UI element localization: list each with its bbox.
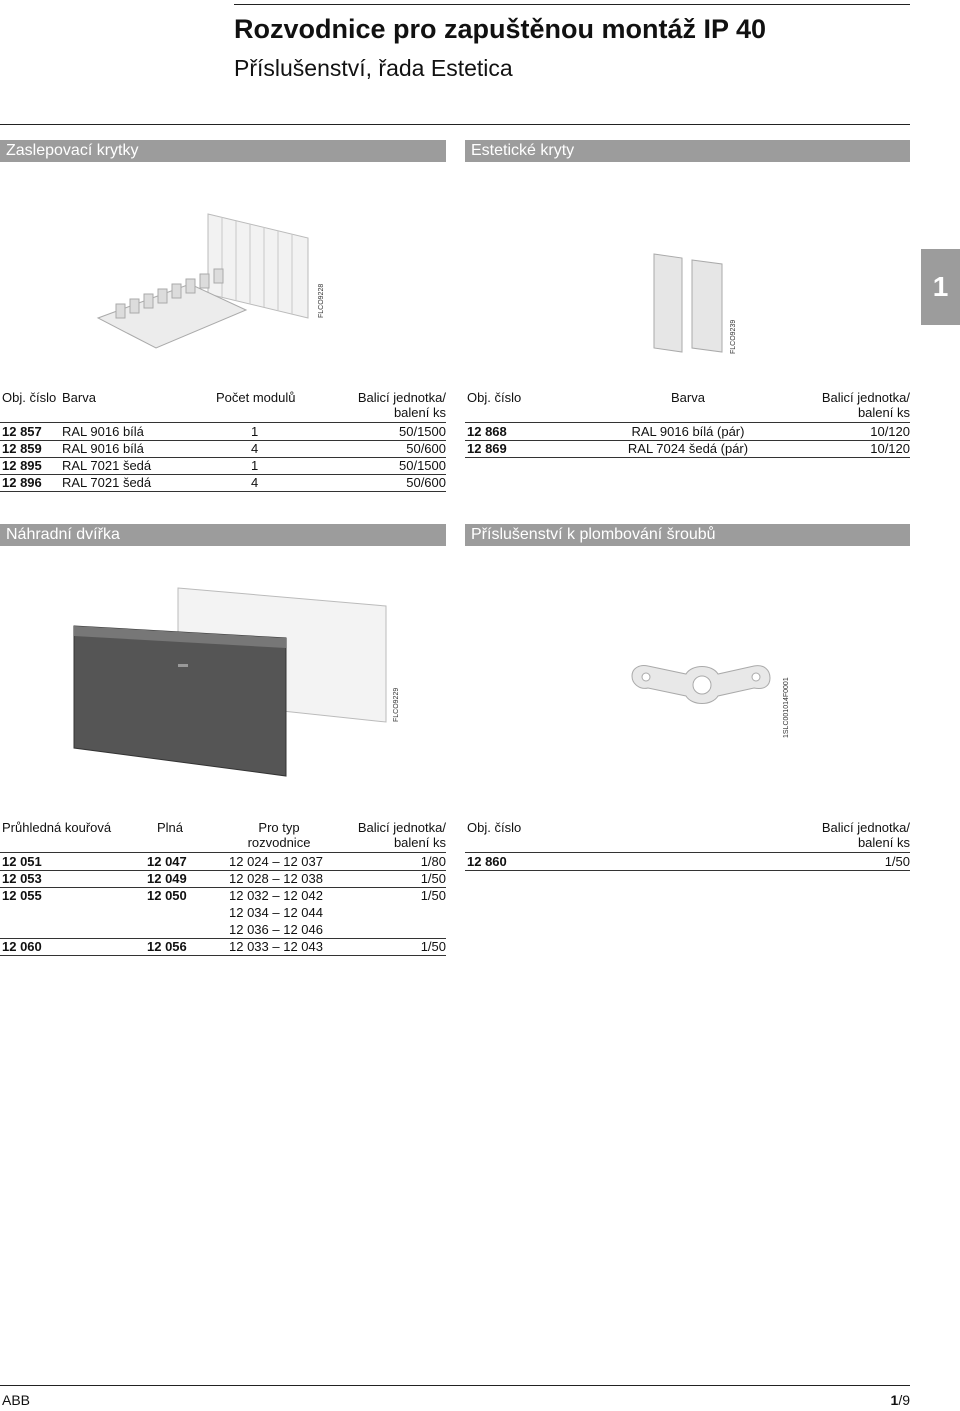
covers-cell-ref: 12 868: [467, 424, 507, 439]
covers-header-ref: Obj. číslo: [467, 390, 522, 405]
sealing-cell-pack: 1/50: [884, 854, 910, 869]
covers-header-pack-2: balení ks: [857, 405, 910, 420]
blanking-cell-pack: 50/1500: [399, 458, 446, 473]
blanking-strips-image: [90, 200, 330, 360]
sealing-row-line: [465, 870, 910, 871]
header-rule: [0, 124, 910, 125]
doors-cell-pack: 1/50: [420, 939, 446, 954]
blanking-cell-ref: 12 896: [2, 475, 42, 490]
blanking-cell-modules: 4: [251, 475, 259, 490]
doors-cell-smoked: 12 060: [2, 939, 42, 954]
doors-header-smoked: Průhledná kouřová: [2, 820, 112, 835]
doors-cell-solid: 12 056: [147, 939, 187, 954]
doors-header-type-2: rozvodnice: [247, 835, 311, 850]
sealing-header-ref: Obj. číslo: [467, 820, 522, 835]
sealing-plate-image: [620, 650, 780, 730]
blanking-cell-pack: 50/600: [406, 475, 446, 490]
doors-header-solid: Plná: [157, 820, 184, 835]
covers-cell-color: RAL 7024 šedá (pár): [627, 441, 749, 456]
doors-cell-smoked: 12 051: [2, 854, 42, 869]
doors-cell-type: 12 033 – 12 043: [229, 939, 323, 954]
section-bar-blanking: Zaslepovací krytky: [0, 140, 446, 162]
blanking-cell-pack: 50/600: [406, 441, 446, 456]
covers-header-color: Barva: [671, 390, 705, 405]
covers-header-line: [465, 422, 910, 423]
sealing-cell-ref: 12 860: [467, 854, 507, 869]
section-bar-doors: Náhradní dvířka: [0, 524, 446, 546]
covers-row-line: [465, 457, 910, 458]
covers-cell-ref: 12 869: [467, 441, 507, 456]
doors-header-line: [0, 852, 446, 853]
aesthetic-covers-image: [648, 248, 728, 358]
footer-page-current: 1: [890, 1392, 899, 1408]
footer-page-total: /9: [898, 1392, 910, 1408]
blanking-cell-ref: 12 857: [2, 424, 42, 439]
blanking-header-pack-1: Balicí jednotka/: [357, 390, 446, 405]
doors-cell-type: 12 028 – 12 038: [229, 871, 323, 886]
footer-page-number: [840, 1392, 910, 1408]
section-bar-sealing: Příslušenství k plombování šroubů: [465, 524, 910, 546]
covers-cell-pack: 10/120: [870, 424, 910, 439]
page-subtitle: Příslušenství, řada Estetica: [234, 55, 513, 81]
covers-cell-color: RAL 9016 bílá (pár): [631, 424, 745, 439]
blanking-cell-color: RAL 7021 šedá: [62, 475, 152, 490]
blanking-cell-pack: 50/1500: [399, 424, 446, 439]
blanking-header-pack-2: balení ks: [393, 405, 446, 420]
top-rule: [234, 4, 910, 5]
blanking-cell-color: RAL 9016 bílá: [62, 441, 144, 456]
replacement-doors-image: [40, 580, 400, 780]
doors-cell-type: 12 032 – 12 042: [229, 888, 323, 903]
page-title: Rozvodnice pro zapuštěnou montáž IP 40: [234, 14, 767, 44]
doors-header-type-1: Pro typ: [258, 820, 300, 835]
sealing-header-pack-1: Balicí jednotka/: [821, 820, 910, 835]
blanking-cell-modules: 4: [251, 441, 259, 456]
covers-image-code: FLCO9239: [730, 319, 737, 354]
doors-cell-smoked: 12 053: [2, 871, 42, 886]
doors-cell-type: 12 034 – 12 044: [229, 905, 323, 920]
blanking-cell-ref: 12 859: [2, 441, 42, 456]
section-bar-covers: Estetické kryty: [465, 140, 910, 162]
doors-cell-solid: 12 047: [147, 854, 187, 869]
blanking-cell-color: RAL 7021 šedá: [62, 458, 152, 473]
doors-header-pack-1: Balicí jednotka/: [357, 820, 446, 835]
sealing-header-pack-2: balení ks: [857, 835, 910, 850]
blanking-row-line: [0, 491, 446, 492]
blanking-cell-modules: 1: [251, 458, 259, 473]
covers-cell-pack: 10/120: [870, 441, 910, 456]
chapter-tab: 1: [921, 249, 960, 325]
blanking-header-ref: Obj. číslo: [2, 390, 57, 405]
footer-rule: [0, 1385, 910, 1386]
covers-header-pack-1: Balicí jednotka/: [821, 390, 910, 405]
blanking-cell-color: RAL 9016 bílá: [62, 424, 144, 439]
doors-image-code: FLCO9229: [393, 687, 400, 722]
blanking-header-line: [0, 422, 446, 423]
doors-cell-smoked: 12 055: [2, 888, 42, 903]
blanking-header-color: Barva: [62, 390, 96, 405]
doors-row-line: [0, 955, 446, 956]
footer-brand: ABB: [2, 1392, 31, 1408]
doors-cell-type: 12 024 – 12 037: [229, 854, 323, 869]
doors-cell-solid: 12 050: [147, 888, 187, 903]
doors-cell-pack: 1/50: [420, 888, 446, 903]
sealing-header-line: [465, 852, 910, 853]
blanking-header-modules: Počet modulů: [216, 390, 296, 405]
doors-header-pack-2: balení ks: [393, 835, 446, 850]
doors-cell-type: 12 036 – 12 046: [229, 922, 323, 937]
doors-cell-solid: 12 049: [147, 871, 187, 886]
blanking-cell-modules: 1: [251, 424, 259, 439]
blanking-cell-ref: 12 895: [2, 458, 42, 473]
doors-cell-pack: 1/50: [420, 871, 446, 886]
doors-cell-pack: 1/80: [420, 854, 446, 869]
sealing-image-code: 1SLC001014F0001: [783, 677, 790, 738]
blanking-image-code: FLCO9228: [318, 283, 325, 318]
